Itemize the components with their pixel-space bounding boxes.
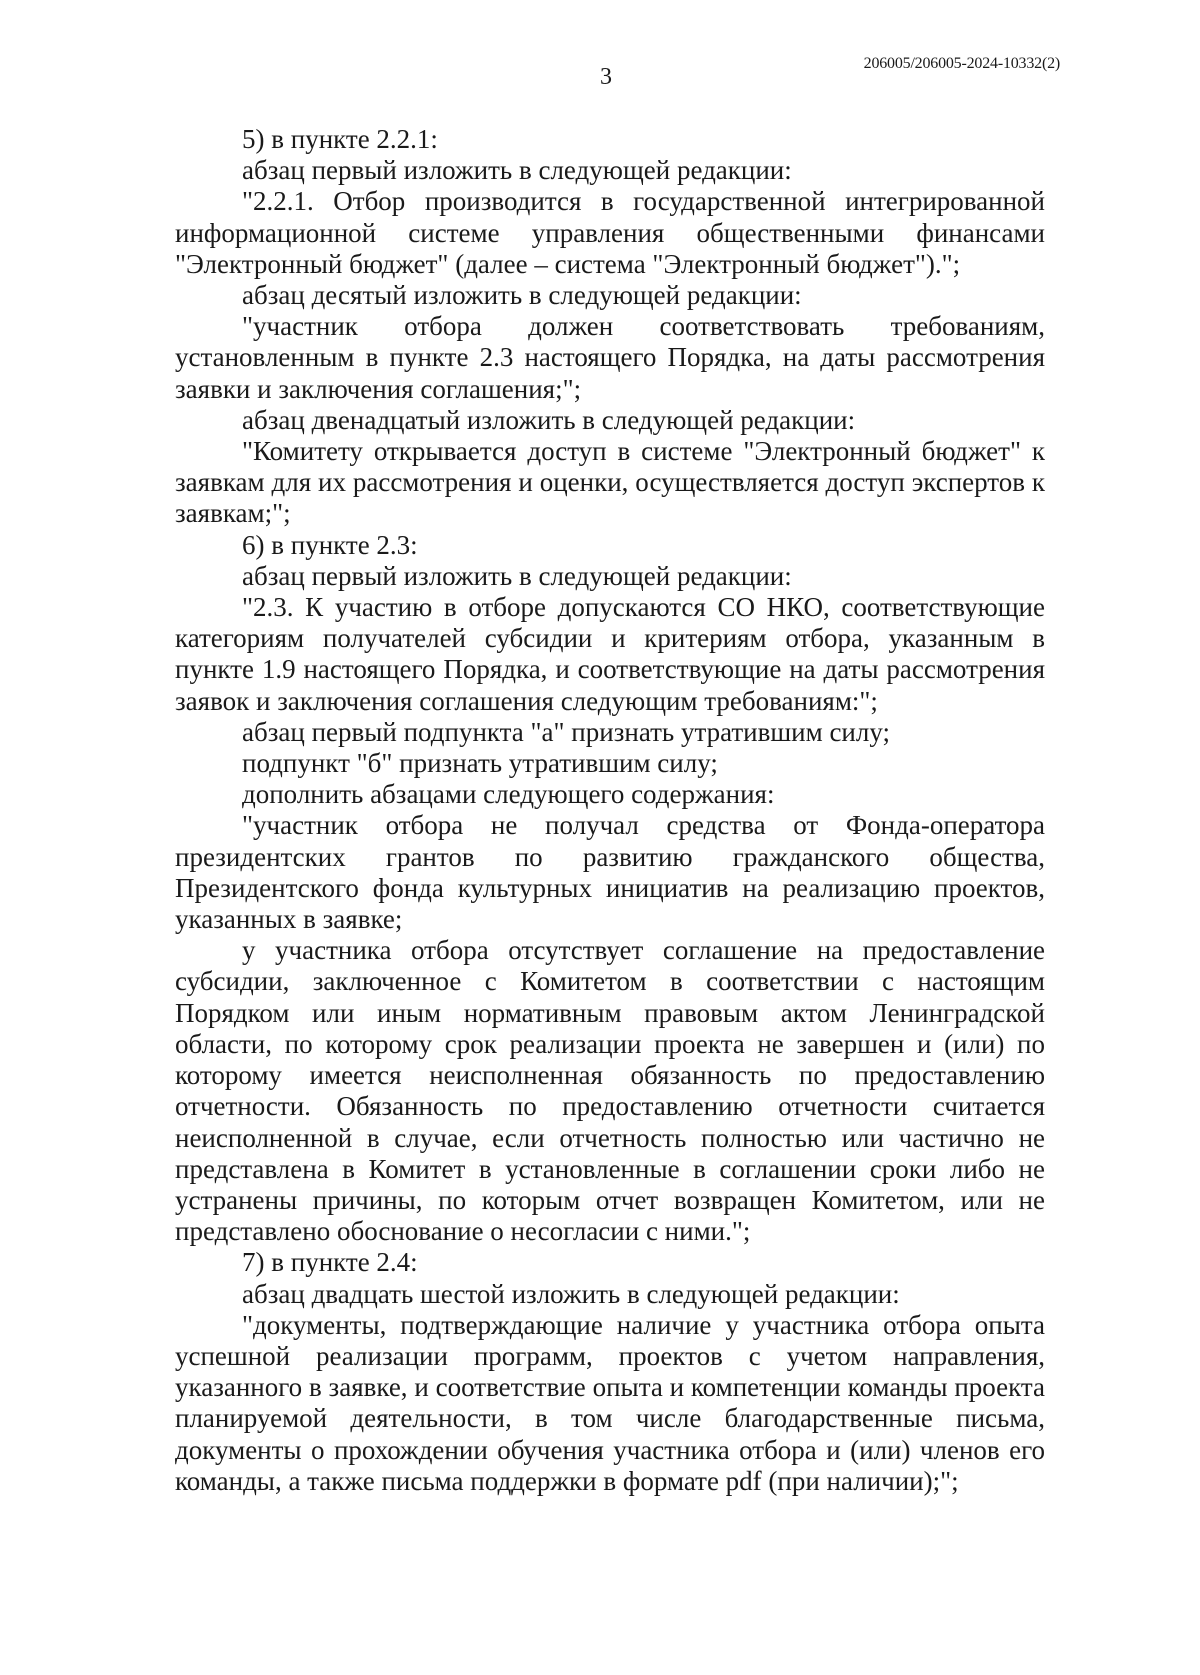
- paragraph-quoted-2-3: "2.3. К участию в отборе допускаются СО НКО, соответствующие категориям получателей субсидии и критериям отбора, указанным в пункте 1.9 настоящего Порядка, и соответствующие на даты рассмотрения заявок и заключения соглашения следующим требованиям:";: [175, 592, 1045, 716]
- paragraph-quoted-2-2-1: "2.2.1. Отбор производится в государственной интегрированной информационной системе управления общественными финансами "Электронный бюджет" (далее – система "Электронный бюджет").";: [175, 186, 1045, 279]
- paragraph-instruction: абзац десятый изложить в следующей редакции:: [242, 280, 802, 311]
- paragraph-item-5-heading: 5) в пункте 2.2.1:: [242, 124, 438, 154]
- document-body: [175, 124, 1045, 1497]
- paragraph-quoted-participant: "участник отбора должен соответствовать требованиям, установленным в пункте 2.3 настоящего Порядка, на даты рассмотрения заявки и заключения соглашения;";: [175, 311, 1045, 404]
- paragraph-instruction: абзац первый изложить в следующей редакции:: [242, 560, 792, 591]
- paragraph-no-agreement: у участника отбора отсутствует соглашение на предоставление субсидии, заключенное с Комитетом в соответствии с настоящим Порядком или иным нормативным правовым актом Ленинградской области, по которому срок реализации проекта не завершен и (или) по которому имеется неисполненная обязанность по предоставлению отчетности. Обязанность по предоставлению отчетности считается неисполненной в случае, если отчетность полностью или частично не представлена в Комитет в установленные в соглашении сроки либо не устранены причины, по которым отчет возвращен Комитетом, или не представлено обоснование о несогласии с ними.";: [175, 935, 1045, 1247]
- page-number: 3: [600, 64, 612, 90]
- paragraph-instruction: абзац двадцать шестой изложить в следующей редакции:: [242, 1278, 900, 1309]
- paragraph-quoted-committee-access: "Комитету открывается доступ в системе "Электронный бюджет" к заявкам для их рассмотрения и оценки, осуществляется доступ экспертов к заявкам;";: [175, 436, 1045, 529]
- document-id: 206005/206005-2024-10332(2): [863, 55, 1060, 72]
- paragraph-instruction: дополнить абзацами следующего содержания:: [242, 779, 775, 810]
- paragraph-item-7-heading: 7) в пункте 2.4:: [242, 1247, 418, 1278]
- paragraph-quoted-documents: "документы, подтверждающие наличие у участника отбора опыта успешной реализации программ, проектов с учетом направления, указанного в заявке, и соответствие опыта и компетенции команды проекта планируемой деятельности, в том числе благодарственные письма, документы о прохождении обучения участника отбора и (или) членов его команды, а также письма поддержки в формате pdf (при наличии);";: [175, 1309, 1045, 1496]
- paragraph-instruction: абзац двенадцатый изложить в следующей редакции:: [242, 404, 856, 435]
- paragraph-instruction: подпункт "б" признать утратившим силу;: [242, 748, 718, 779]
- paragraph-instruction: абзац первый изложить в следующей редакции:: [242, 155, 792, 186]
- paragraph-quoted-no-grants: "участник отбора не получал средства от Фонда-оператора президентских грантов по развитию гражданского общества, Президентского фонда культурных инициатив на реализацию проектов, указанных в заявке;: [175, 810, 1045, 935]
- paragraph-instruction: абзац первый подпункта "а" признать утратившим силу;: [242, 716, 890, 747]
- paragraph-item-6-heading: 6) в пункте 2.3:: [242, 529, 418, 560]
